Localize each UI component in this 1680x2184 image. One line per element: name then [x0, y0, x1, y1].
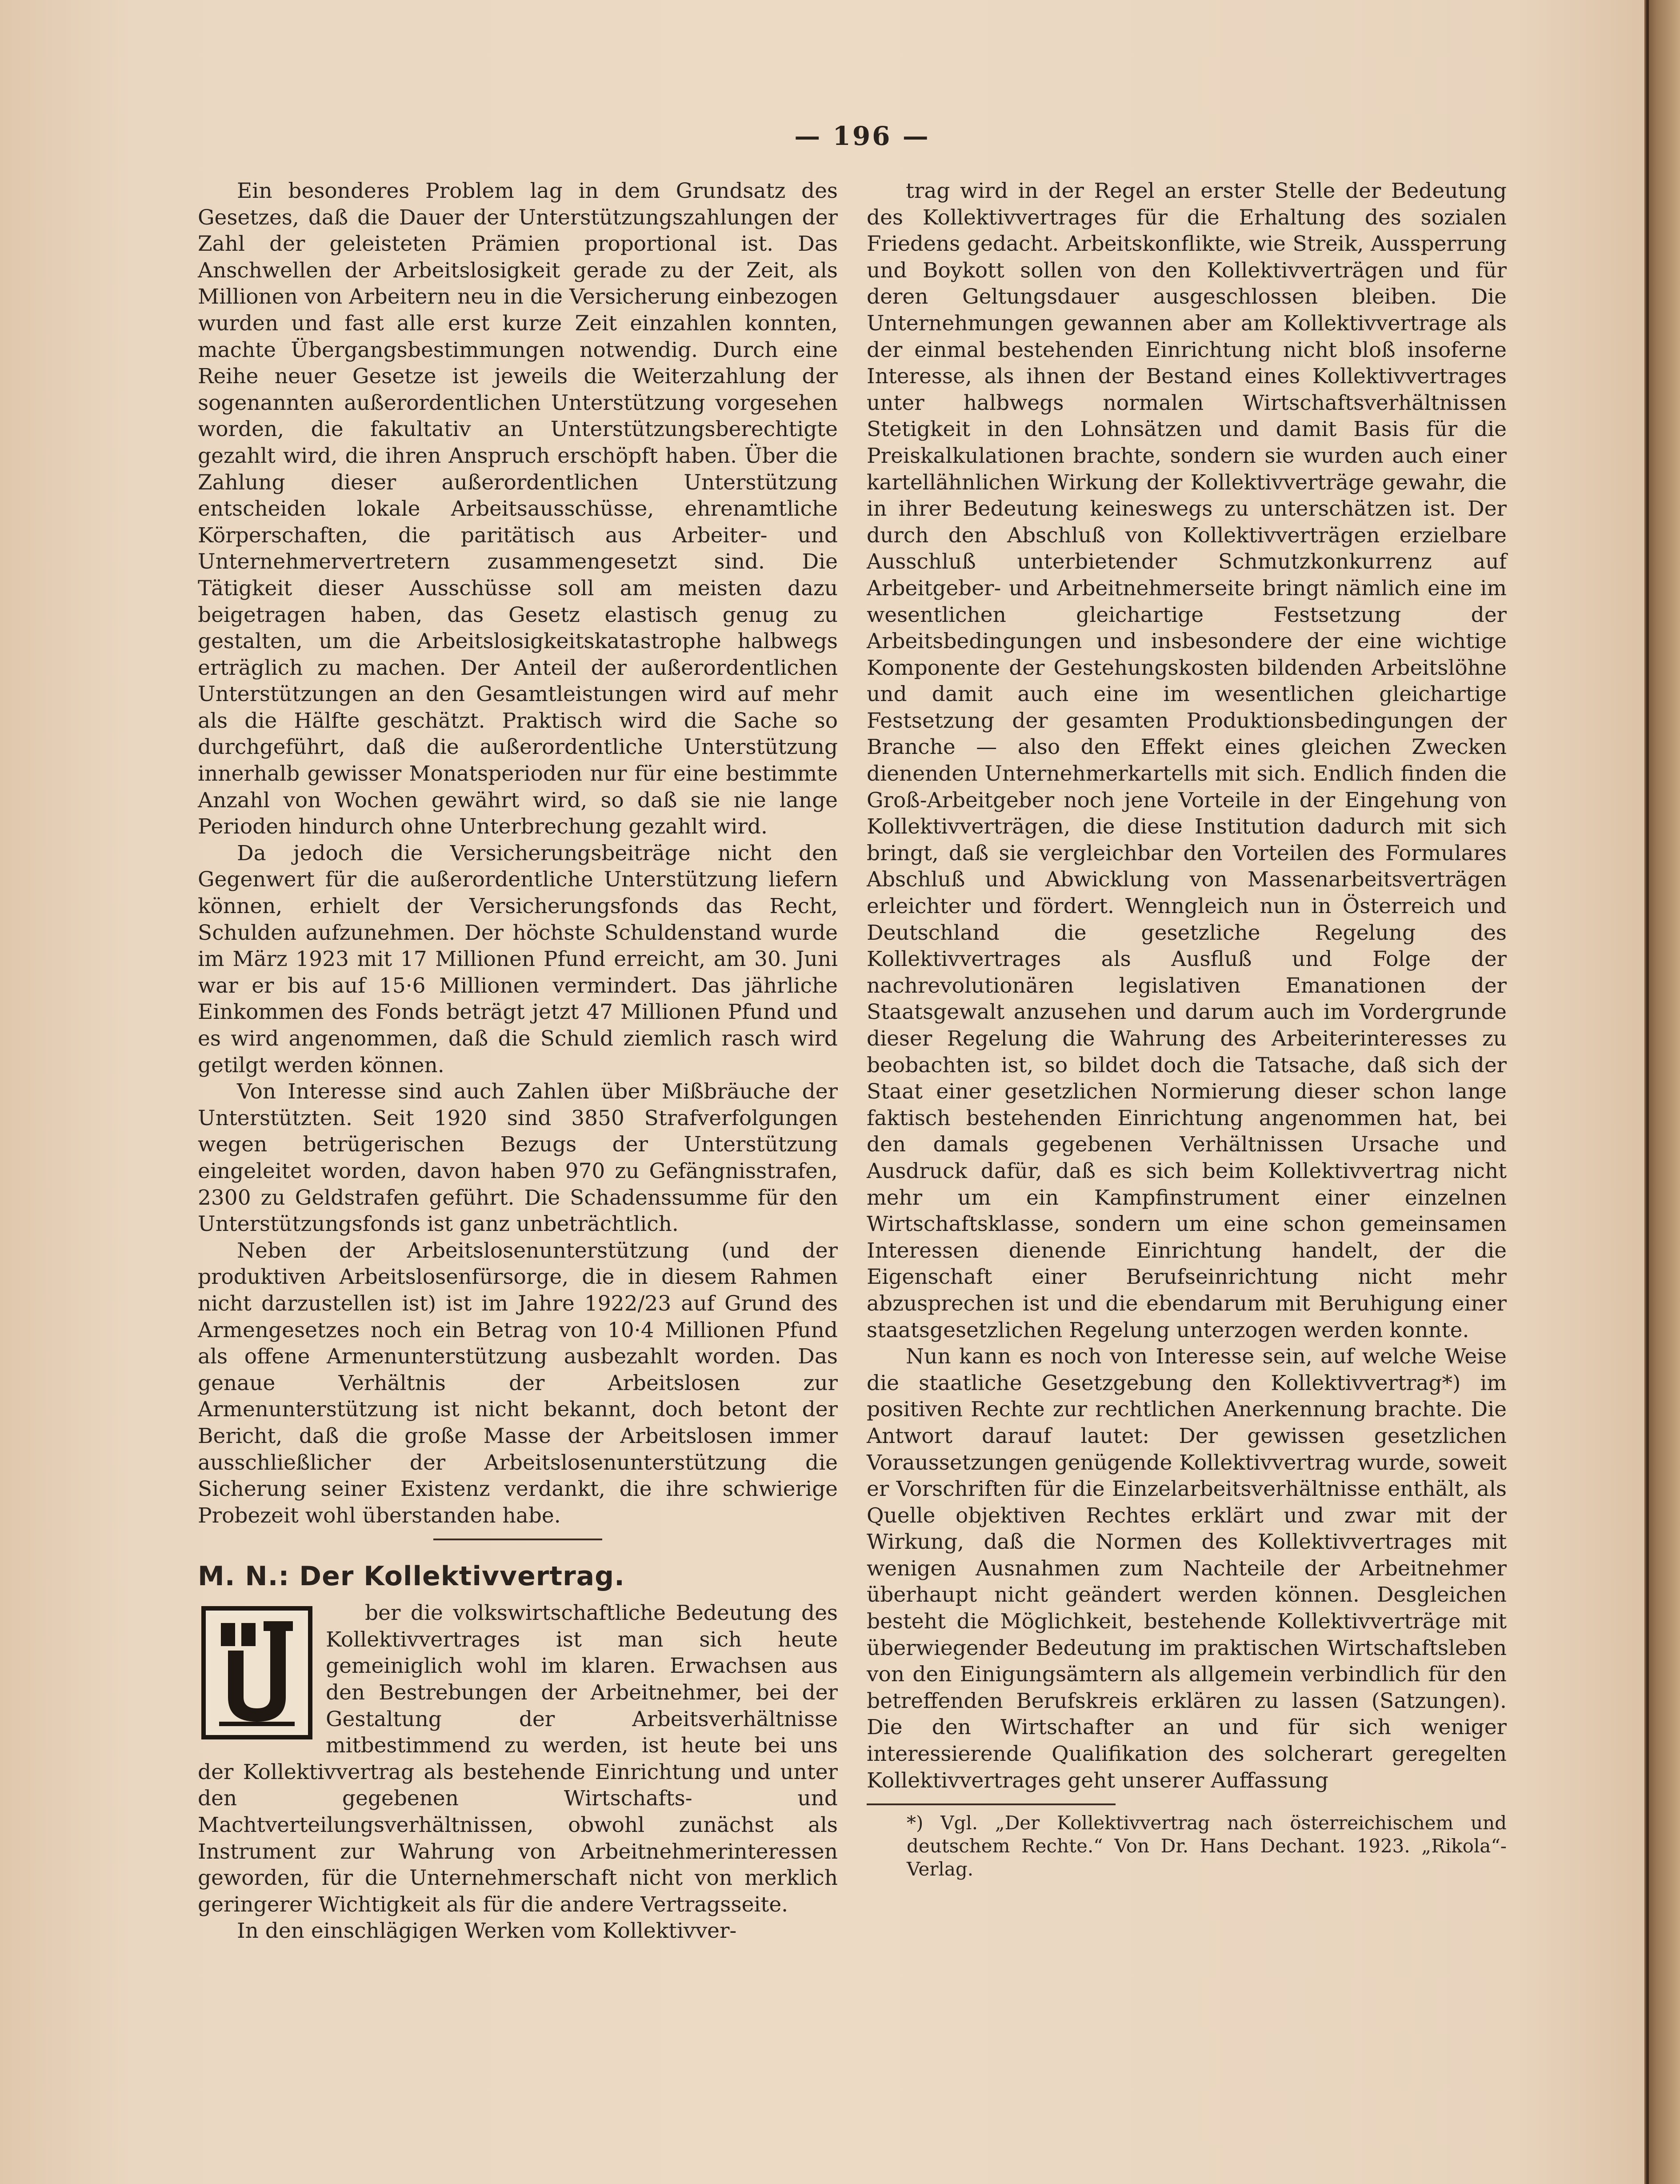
decorated-initial-letter — [201, 1606, 312, 1739]
section-divider — [433, 1539, 602, 1540]
book-edge — [1644, 0, 1680, 2184]
page-number: — 196 — — [794, 121, 930, 151]
footnote-divider — [867, 1803, 1116, 1805]
paragraph: Nun kann es noch von Interesse sein, auf welche Weise die staatliche Gesetzgebung den Kollektivvertrag*) im positiven Rechte zur rechtlichen Anerkennung brachte. Die Antwort darauf lautet: Der gewissen gesetzlichen Voraussetzungen genügende Kollektivvertrag wurde, soweit er Vorschriften für die Einzelarbeitsverhältnisse enthält, als Quelle objektiven Rechtes erklärt und zwar mit der Wirkung, daß die Normen des Kollektivvertrages mit wenigen Ausnahmen zum Nachteile der Arbeitnehmer überhaupt nicht geändert werden können. Desgleichen besteht die Möglichkeit, bestehende Kollektivverträge mit überwiegender Bedeutung im praktischen Wirtschaftsleben von den Einigungsämtern als allgemein verbindlich für den betreffenden Berufskreis erklären zu lassen (Satzungen). Die den Wirtschafter an und für sich weniger interessierende Qualifikation des solcherart geregelten Kollektivvertrages geht unserer Auffassung — [867, 1344, 1507, 1793]
left-column-text — [198, 178, 838, 1529]
paragraph: Da jedoch die Versicherungsbeiträge nicht den Gegenwert für die außerordentliche Unterstützung liefern können, erhielt der Versicherungsfonds das Recht, Schulden aufzunehmen. Der höchste Schuldenstand wurde im März 1923 mit 17 Millionen Pfund erreicht, am 30. Juni war er bis auf 15·6 Millionen vermindert. Das jährliche Einkommen des Fonds beträgt jetzt 47 Millionen Pfund und es wird angenommen, daß die Schuld ziemlich rasch wird getilgt werden können. — [198, 841, 838, 1078]
footnote: *) Vgl. „Der Kollektivvertrag nach österreichischem und deutschem Rechte.“ Von Dr. Hans Dechant. 1923. „Rikola“-Verlag. — [907, 1812, 1507, 1880]
paragraph: Ein besonderes Problem lag in dem Grundsatz des Gesetzes, daß die Dauer der Unterstützungszahlungen der Zahl der geleisteten Prämien proportional ist. Das Anschwellen der Arbeitslosigkeit gerade zu der Zeit, als Millionen von Arbeitern neu in die Versicherung einbezogen wurden und fast alle erst kurze Zeit einzahlen konnten, machte Übergangsbestimmungen notwendig. Durch eine Reihe neuer Gesetze ist jeweils die Weiterzahlung der sogenannten außerordentlichen Unterstützung vorgesehen worden, die fakultativ an Unterstützungsberechtigte gezahlt wird, die ihren Anspruch erschöpft haben. Über die Zahlung dieser außerordentlichen Unterstützung entscheiden lokale Arbeitsausschüsse, ehrenamtliche Körperschaften, die paritätisch aus Arbeiter- und Unternehmervertretern zusammengesetzt sind. Die Tätigkeit dieser Ausschüsse soll am meisten dazu beigetragen haben, das Gesetz elastisch genug zu gestalten, um die Arbeitslosigkeitskatastrophe halbwegs erträglich zu machen. Der Anteil der außerordentlichen Unterstützungen an den Gesamtleistungen wird auf mehr als die Hälfte geschätzt. Praktisch wird die Sache so durchgeführt, daß die außerordentliche Unterstützung innerhalb gewisser Monatsperioden nur für eine bestimmte Anzahl von Wochen gewährt wird, so daß sie nie lange Perioden hindurch ohne Unterbrechung gezahlt wird. — [198, 179, 838, 839]
left-column — [198, 178, 838, 1944]
paragraph: Neben der Arbeitslosenunterstützung (und der produktiven Arbeitslosenfürsorge, die in diesem Rahmen nicht darzustellen ist) ist im Jahre 1922/23 auf Grund des Armengesetzes noch ein Betrag von 10·4 Millionen Pfund als offene Armenunterstützung ausbezahlt worden. Das genaue Verhältnis der Arbeitslosen zur Armenunterstützung ist nicht bekannt, doch betont der Bericht, daß die große Masse der Arbeitslosen immer ausschließlicher der Arbeitslosenunterstützung die Sicherung seiner Existenz verdankt, die ihre schwierige Probezeit wohl überstanden habe. — [198, 1238, 838, 1528]
initial-u-umlaut-icon — [210, 1615, 304, 1731]
paragraph: ber die volkswirtschaftliche Bedeutung des Kollektivvertrages ist man sich heute gemeiniglich wohl im klaren. Erwachsen aus den Bestrebungen der Arbeitnehmer, bei der Gestaltung der Arbeitsverhältnisse mitbestimmend zu werden, ist heute bei uns der Kollektivvertrag als bestehende Einrichtung und unter den gegebenen Wirtschafts- und Machtverteilungsverhältnissen, obwohl zunächst als Instrument zur Wahrung von Arbeitnehmerinteressen geworden, für die Unternehmerschaft nicht von merklich geringerer Wichtigkeit als für die andere Vertragsseite. — [198, 1601, 838, 1917]
paragraph: Von Interesse sind auch Zahlen über Mißbräuche der Unterstützten. Seit 1920 sind 3850 Strafverfolgungen wegen betrügerischen Bezugs der Unterstützung eingeleitet worden, davon haben 970 zu Gefängnisstrafen, 2300 zu Geldstrafen geführt. Die Schadenssumme für den Unterstützungsfonds ist ganz unbeträchtlich. — [198, 1079, 838, 1237]
right-column-text — [867, 178, 1507, 1794]
paragraph: In den einschlägigen Werken vom Kollektivver- — [237, 1919, 737, 1944]
article-text — [198, 1600, 838, 1944]
article-title: M. N.: Der Kollektivvertrag. — [198, 1561, 625, 1592]
right-column — [867, 178, 1507, 1881]
paragraph: trag wird in der Regel an erster Stelle der Bedeutung des Kollektivvertrages für die Erhaltung des sozialen Friedens gedacht. Arbeitskonflikte, wie Streik, Aussperrung und Boykott sollen von den Kollektivverträgen und für deren Geltungsdauer ausgeschlossen bleiben. Die Unternehmungen gewannen aber am Kollektivvertrage als der einmal bestehenden Einrichtung nicht bloß insoferne Interesse, als ihnen der Bestand eines Kollektivvertrages unter halbwegs normalen Wirtschaftsverhältnissen Stetigkeit in den Lohnsätzen und damit Basis für die Preiskalkulationen brachte, sondern sie wurden auch einer kartellähnlichen Wirkung der Kollektivverträge gewahr, die in ihrer Bedeutung keineswegs zu unterschätzen ist. Der durch den Abschluß von Kollektivverträgen erzielbare Ausschluß unterbietender Schmutzkonkurrenz auf Arbeitgeber- und Arbeitnehmerseite bringt nämlich eine im wesentlichen gleichartige Festsetzung der Arbeitsbedingungen und insbesondere der eine wichtige Komponente der Gestehungskosten bildenden Arbeitslöhne und damit auch eine im wesentlichen gleichartige Festsetzung der gesamten Produktionsbedingungen der Branche — also den Effekt eines gleichen Zwecken dienenden Unternehmerkartells mit sich. Endlich finden die Groß-Arbeitgeber noch jene Vorteile in der Eingehung von Kollektivverträgen, die diese Institution dadurch mit sich bringt, daß sie vergleichbar den Vorteilen des Formulares Abschluß und Abwicklung von Massenarbeitsverträgen erleichter und fördert. Wenngleich nun in Österreich und Deutschland die gesetzliche Regelung des Kollektivvertrages als Ausfluß und Folge der nachrevolutionären legislativen Emanationen der Staatsgewalt anzusehen und darum auch im Vordergrunde dieser Regelung die Wahrung des Arbeiterinteresses zu beobachten ist, so bildet doch die Tatsache, daß sich der Staat einer gesetzlichen Normierung dieser schon lange faktisch bestehenden Einrichtung angenommen hat, bei den damals gegebenen Verhältnissen Ursache und Ausdruck dafür, daß es sich beim Kollektivvertrag nicht mehr um ein Kampfinstrument einer einzelnen Wirtschaftsklasse, sondern um eine schon gemeinsamen Interessen dienende Einrichtung handelt, der die Eigenschaft einer Berufseinrichtung nicht mehr abzusprechen ist und die ebendarum mit Beruhigung einer staatsgesetzlichen Regelung unterzogen werden konnte. — [867, 179, 1507, 1342]
page-fold-line — [1646, 0, 1649, 2184]
